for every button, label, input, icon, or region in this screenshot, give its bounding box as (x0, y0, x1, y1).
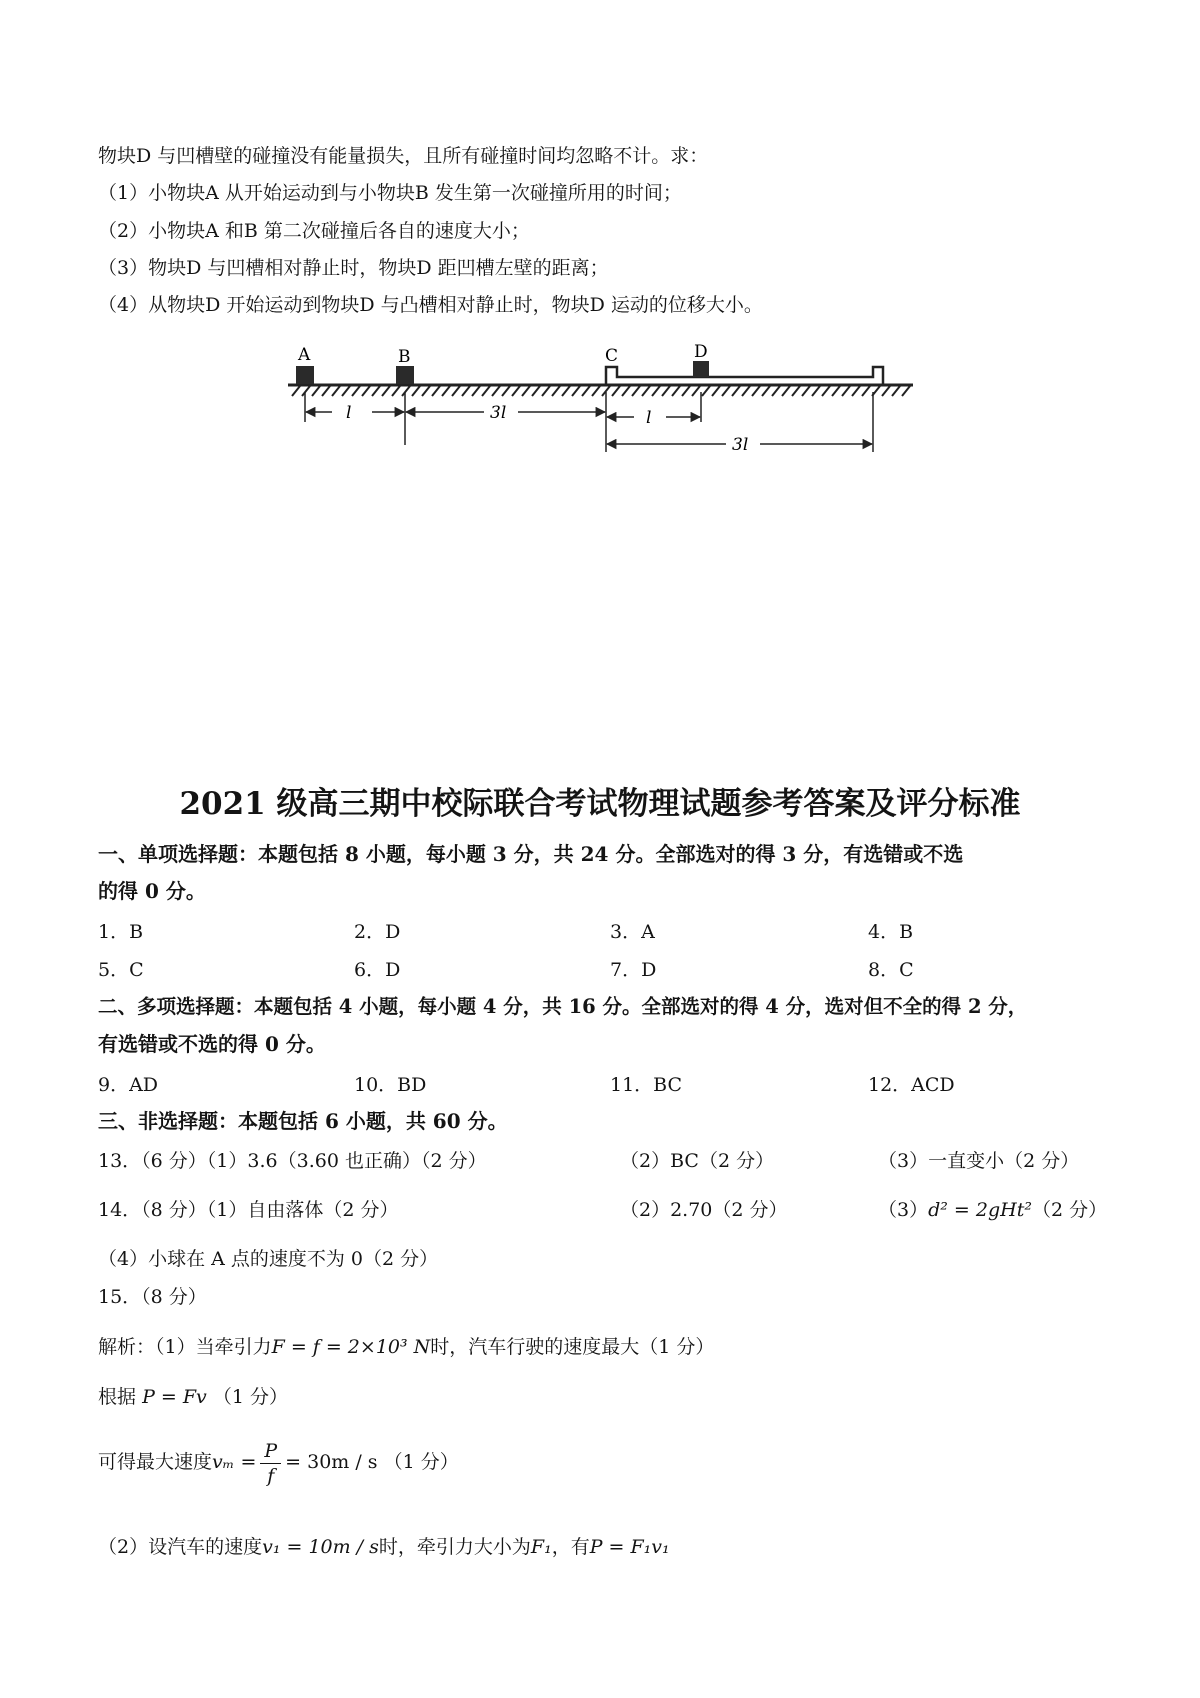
q15-line1-suffix: 时，汽车行驶的速度最大（1 分） (430, 1336, 715, 1358)
q13-part1: 13．（6 分）（1）3.6（3.60 也正确）（2 分） (98, 1150, 487, 1172)
answer-2: 2．D (354, 921, 401, 943)
answer-10: 10．BD (354, 1074, 427, 1096)
answer-8: 8．C (868, 959, 914, 981)
answer-12: 12．ACD (868, 1074, 955, 1096)
answer-9: 9．AD (98, 1074, 159, 1096)
q15-line2-prefix: 根据 (98, 1386, 137, 1408)
question-item-2: （2）小物块A 和B 第二次碰撞后各自的速度大小； (98, 220, 530, 242)
answer-3: 3．A (610, 921, 655, 943)
answer-4: 4．B (868, 921, 914, 943)
dim-bc-label: 3l (490, 403, 507, 423)
q15-line4-formula1: v₁ = 10m / s (262, 1536, 379, 1558)
section2-heading-line2: 有选错或不选的得 0 分。 (98, 1032, 326, 1056)
q15-line4-formula2: F₁ (530, 1536, 552, 1558)
dim-ab-label: l (346, 403, 352, 423)
q15-header: 15．（8 分） (98, 1286, 207, 1308)
q15-line3-lhs: vₘ = (212, 1451, 257, 1473)
q15-line2-formula: P = Fv (142, 1386, 207, 1408)
q15-line3-numerator: P (260, 1439, 281, 1464)
section1-heading-line2: 的得 0 分。 (98, 879, 206, 903)
answer-key-title: 2021 级高三期中校际联合考试物理试题参考答案及评分标准 (179, 786, 1021, 822)
q15-line3-fraction (260, 1439, 281, 1488)
answer-5: 5．C (98, 959, 144, 981)
label-c: C (605, 346, 619, 366)
q15-line3-prefix: 可得最大速度 (98, 1451, 213, 1473)
section2-heading-line1: 二、多项选择题：本题包括 4 小题，每小题 4 分，共 16 分。全部选对的得 4 分，选对但不全的得 2 分， (98, 995, 1028, 1018)
q14-part3 (878, 1197, 1107, 1223)
q15-line3-denominator: f (267, 1464, 275, 1487)
q15-line2 (98, 1384, 288, 1410)
q15-line1-prefix: 解析：（1）当牵引力 (98, 1336, 272, 1358)
q14-part3-suffix: （2 分） (1031, 1199, 1108, 1221)
dim-groove-label: 3l (732, 435, 749, 455)
q14-part3-formula: d² = 2gHt² (928, 1199, 1032, 1221)
answer-6: 6．D (354, 959, 401, 981)
q15-line4 (98, 1534, 670, 1560)
section3-heading: 三、非选择题：本题包括 6 小题，共 60 分。 (98, 1109, 508, 1133)
question-item-1: （1）小物块A 从开始运动到与小物块B 发生第一次碰撞所用的时间； (98, 182, 682, 204)
q15-line1 (98, 1334, 714, 1360)
dim-cd-label: l (646, 408, 652, 428)
question-item-4: （4）从物块D 开始运动到物块D 与凸槽相对静止时，物块D 运动的位移大小。 (98, 294, 763, 316)
q15-line4-mid: 时，牵引力大小为 (378, 1536, 531, 1558)
q15-line1-formula: F = f = 2×10³ N (271, 1336, 431, 1358)
ground-hatching (292, 386, 910, 396)
answer-1: 1．B (98, 921, 144, 943)
answer-7: 7．D (610, 959, 657, 981)
question-item-3: （3）物块D 与凹槽相对静止时，物块D 距凹槽左壁的距离； (98, 257, 609, 279)
q15-line2-suffix: （1 分） (212, 1386, 288, 1408)
q14-part4: （4）小球在 A 点的速度不为 0（2 分） (98, 1248, 439, 1270)
label-a: A (298, 345, 311, 365)
q15-line4-formula3: P = F₁v₁ (589, 1536, 670, 1558)
q15-line3-suffix: （1 分） (383, 1451, 459, 1473)
groove (606, 367, 883, 385)
q15-line4-mid2: ，有 (551, 1536, 590, 1558)
blocks-groove-figure (0, 0, 1200, 470)
section1-heading-line1: 一、单项选择题：本题包括 8 小题，每小题 3 分，共 24 分。全部选对的得 3 分，有选错或不选 (98, 842, 964, 866)
q14-part3-prefix: （3） (878, 1199, 929, 1221)
label-d: D (694, 342, 708, 362)
block-b (396, 366, 414, 384)
q14-part2: （2）2.70（2 分） (620, 1199, 788, 1221)
block-d (693, 361, 709, 377)
q15-line4-prefix: （2）设汽车的速度 (98, 1536, 263, 1558)
block-a (296, 366, 314, 384)
q14-part1: 14．（8 分）（1）自由落体（2 分） (98, 1199, 399, 1221)
q15-line3 (98, 1436, 459, 1488)
label-b: B (398, 347, 411, 367)
question-intro: 物块D 与凹槽壁的碰撞没有能量损失，且所有碰撞时间均忽略不计。求： (98, 145, 709, 167)
q15-line3-rhs: = 30m / s (285, 1451, 378, 1473)
answer-11: 11．BC (610, 1074, 683, 1096)
q13-part3: （3）一直变小（2 分） (878, 1150, 1080, 1172)
q13-part2: （2）BC（2 分） (620, 1150, 775, 1172)
